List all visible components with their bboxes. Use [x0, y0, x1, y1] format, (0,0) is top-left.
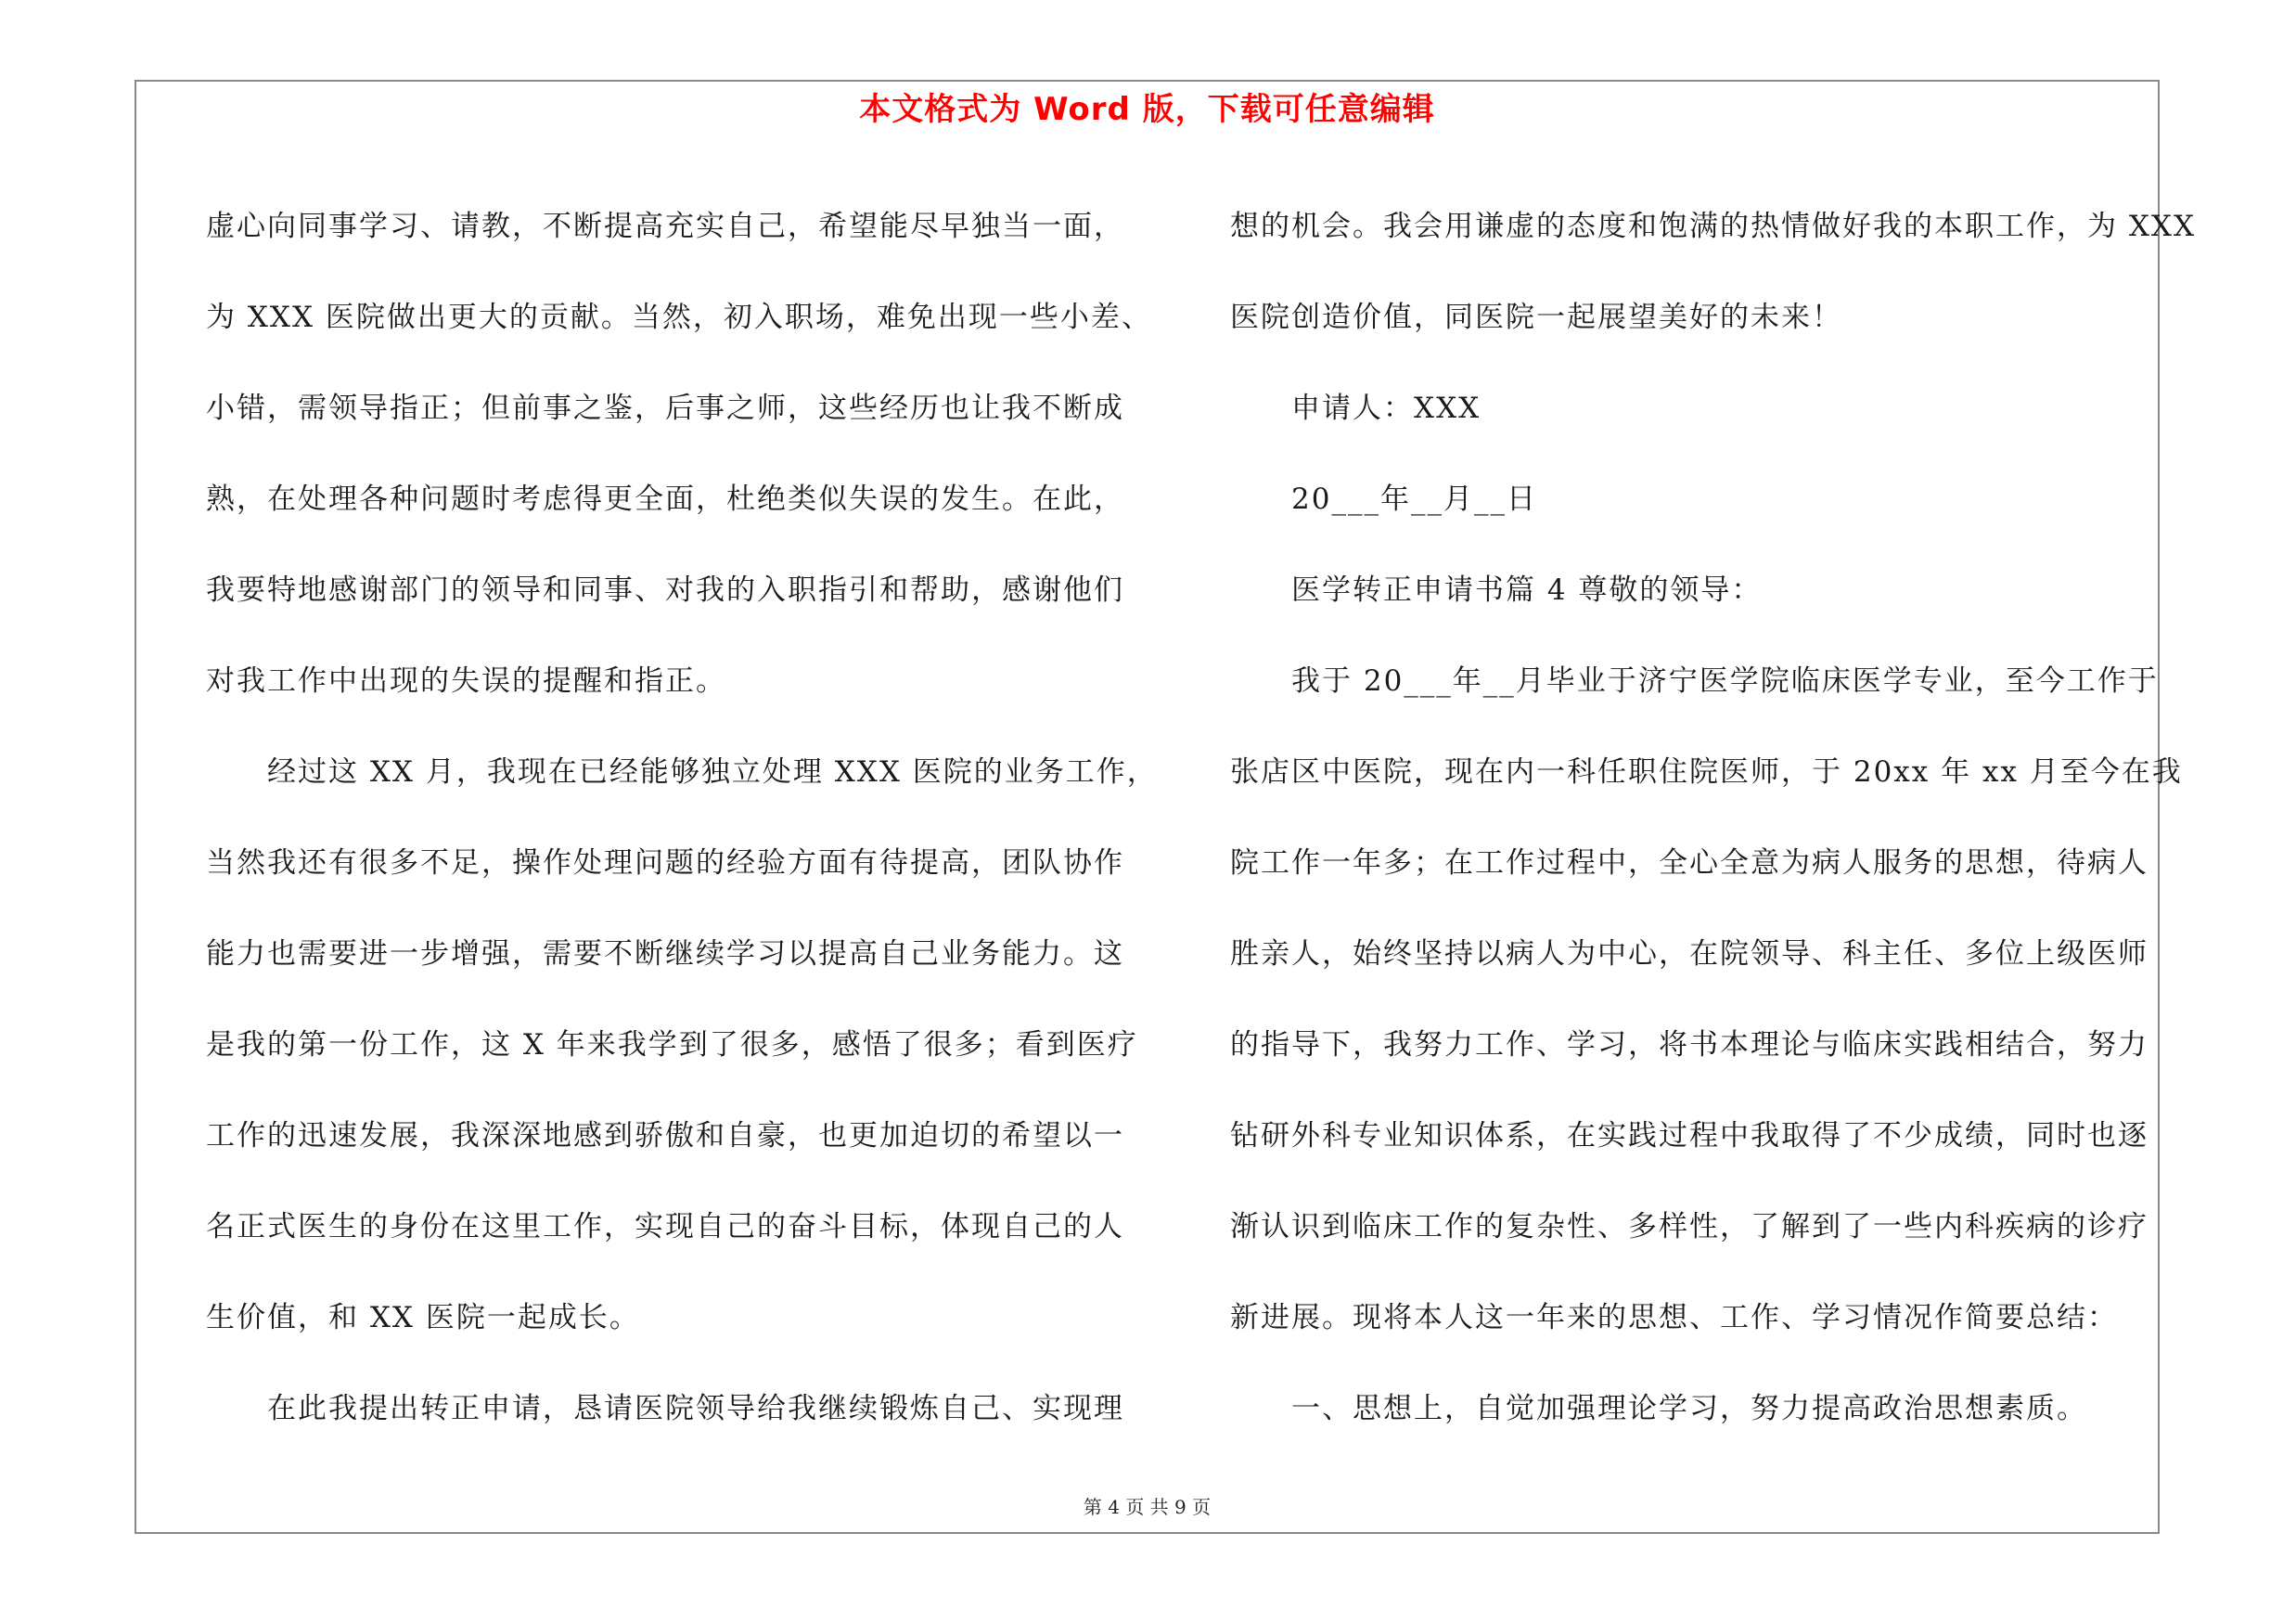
- text-line: 想的机会。我会用谦虚的态度和饱满的热情做好我的本职工作，为 XXX: [1230, 210, 2197, 243]
- text-line: 的指导下，我努力工作、学习，将书本理论与临床实践相结合，努力: [1230, 1028, 2148, 1062]
- text-line: 工作的迅速发展，我深深地感到骄傲和自豪，也更加迫切的希望以一: [206, 1119, 1124, 1153]
- editable-notice-banner: 本文格式为 Word 版，下载可任意编辑: [859, 91, 1435, 128]
- text-line: 虚心向同事学习、请教，不断提高充实自己，希望能尽早独当一面，: [206, 210, 1124, 243]
- text-line: 医学转正申请书篇 4 尊敬的领导：: [1291, 573, 1763, 607]
- text-line: 我于 20___年__月毕业于济宁医学院临床医学专业，至今工作于: [1291, 664, 2159, 698]
- text-line: 一、思想上，自觉加强理论学习，努力提高政治思想素质。: [1291, 1392, 2087, 1425]
- text-line: 小错，需领导指正；但前事之鉴，后事之师，这些经历也让我不断成: [206, 392, 1124, 425]
- right-text-column: [1230, 181, 2197, 1454]
- text-line: 经过这 XX 月，我现在已经能够独立处理 XXX 医院的业务工作，: [267, 755, 1158, 789]
- text-line: 钻研外科专业知识体系，在实践过程中我取得了不少成绩，同时也逐: [1230, 1119, 2148, 1153]
- text-line: 能力也需要进一步增强，需要不断继续学习以提高自己业务能力。这: [206, 937, 1124, 971]
- text-line: 20___年__月__日: [1291, 483, 1537, 516]
- text-line: 对我工作中出现的失误的提醒和指正。: [206, 664, 726, 698]
- text-line: 熟，在处理各种问题时考虑得更全面，杜绝类似失误的发生。在此，: [206, 483, 1124, 516]
- text-line: 当然我还有很多不足，操作处理问题的经验方面有待提高，团队协作: [206, 846, 1124, 880]
- text-line: 是我的第一份工作，这 X 年来我学到了很多，感悟了很多；看到医疗: [206, 1028, 1138, 1062]
- text-line: 生价值，和 XX 医院一起成长。: [206, 1301, 640, 1334]
- page-number-footer: 第 4 页 共 9 页: [1083, 1496, 1212, 1518]
- left-text-column: [206, 181, 1158, 1454]
- text-line: 医院创造价值，同医院一起展望美好的未来！: [1230, 301, 1842, 334]
- text-line: 我要特地感谢部门的领导和同事、对我的入职指引和帮助，感谢他们: [206, 573, 1124, 607]
- text-line: 渐认识到临床工作的复杂性、多样性，了解到了一些内科疾病的诊疗: [1230, 1210, 2148, 1243]
- text-line: 胜亲人，始终坚持以病人为中心，在院领导、科主任、多位上级医师: [1230, 937, 2148, 971]
- text-line: 张店区中医院，现在内一科任职住院医师，于 20xx 年 xx 月至今在我: [1230, 755, 2183, 789]
- text-line: 名正式医生的身份在这里工作，实现自己的奋斗目标，体现自己的人: [206, 1210, 1124, 1243]
- text-line: 院工作一年多；在工作过程中，全心全意为病人服务的思想，待病人: [1230, 846, 2148, 880]
- text-line: 为 XXX 医院做出更大的贡献。当然，初入职场，难免出现一些小差、: [206, 301, 1152, 334]
- text-line: 新进展。现将本人这一年来的思想、工作、学习情况作简要总结：: [1230, 1301, 2118, 1334]
- text-line: 申请人：XXX: [1291, 392, 1481, 425]
- text-line: 在此我提出转正申请，恳请医院领导给我继续锻炼自己、实现理: [267, 1392, 1124, 1425]
